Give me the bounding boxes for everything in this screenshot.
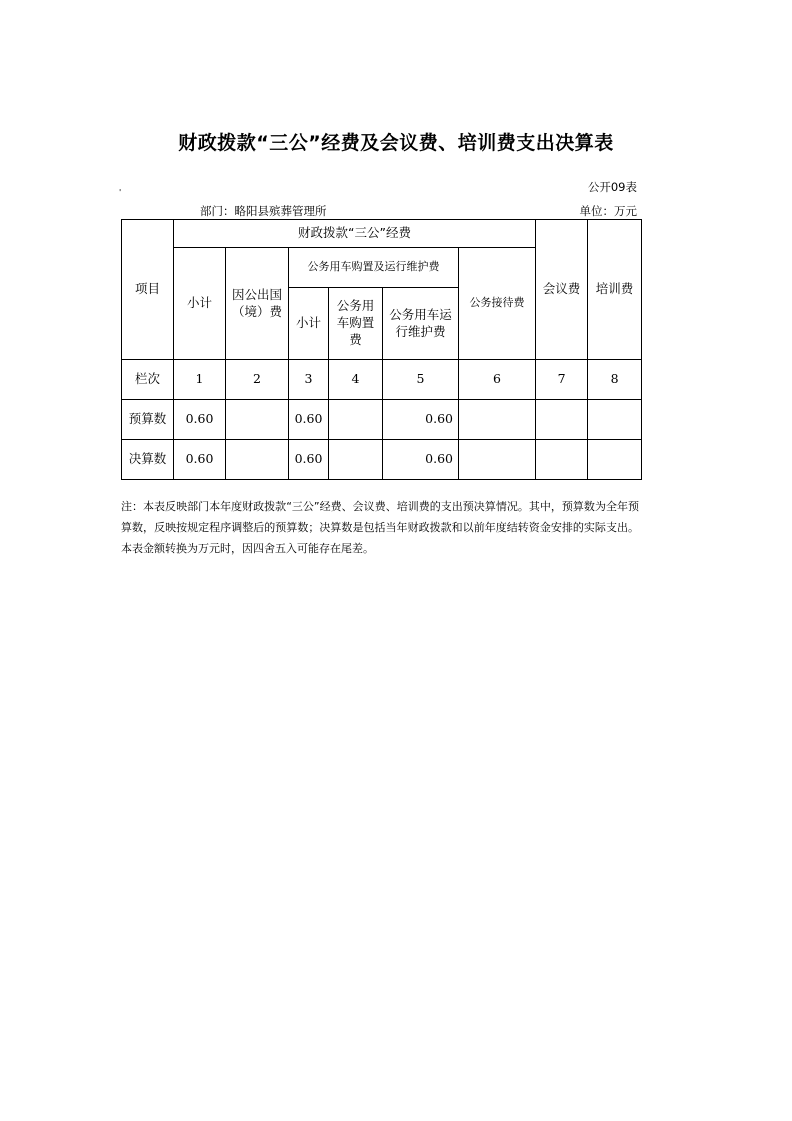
col-index: 3 <box>289 360 329 400</box>
row-label-index: 栏次 <box>122 360 174 400</box>
cell-value <box>226 400 289 440</box>
expenditure-table <box>121 219 642 480</box>
row-label-final: 决算数 <box>122 440 174 480</box>
col-index: 2 <box>226 360 289 400</box>
cell-value: 0.60 <box>174 440 226 480</box>
department-label: 部门：略阳县殡葬管理所 <box>200 204 327 218</box>
cell-value: 0.60 <box>289 400 329 440</box>
col-index: 7 <box>536 360 588 400</box>
form-code: 公开09表 <box>587 180 637 194</box>
header-reception: 公务接待费 <box>459 248 536 360</box>
cell-value <box>459 440 536 480</box>
table-row <box>122 400 642 440</box>
table-note: 注：本表反映部门本年度财政拨款“三公”经费、会议费、培训费的支出预决算情况。其中，预算数为全年预算数，反映按规定程序调整后的预算数；决算数是包括当年财政拨款和以前年度结转资金安排的实际支出。本表金额转换为万元时，因四舍五入可能存在尾差。 <box>121 500 639 555</box>
cell-value <box>536 400 588 440</box>
row-label-budget: 预算数 <box>122 400 174 440</box>
header-item: 项目 <box>122 220 174 360</box>
cell-value <box>329 400 383 440</box>
header-meeting: 会议费 <box>536 220 588 360</box>
header-three-public: 财政拨款“三公”经费 <box>174 220 536 248</box>
cell-value: 0.60 <box>289 440 329 480</box>
tick-mark: ' <box>119 188 122 197</box>
header-overseas: 因公出国（境）费 <box>226 248 289 360</box>
cell-value: 0.60 <box>383 400 459 440</box>
header-vehicle-purchase: 公务用车购置费 <box>329 288 383 360</box>
cell-value <box>588 440 642 480</box>
cell-value <box>329 440 383 480</box>
cell-value: 0.60 <box>174 400 226 440</box>
cell-value: 0.60 <box>383 440 459 480</box>
header-subtotal: 小计 <box>174 248 226 360</box>
col-index: 8 <box>588 360 642 400</box>
header-vehicle-operation: 公务用车运行维护费 <box>383 288 459 360</box>
cell-value <box>536 440 588 480</box>
cell-value <box>588 400 642 440</box>
cell-value <box>226 440 289 480</box>
header-training: 培训费 <box>588 220 642 360</box>
header-vehicle-subtotal: 小计 <box>289 288 329 360</box>
col-index: 1 <box>174 360 226 400</box>
header-vehicle-group: 公务用车购置及运行维护费 <box>289 248 459 288</box>
cell-value <box>459 400 536 440</box>
table-row <box>122 440 642 480</box>
col-index: 4 <box>329 360 383 400</box>
col-index: 6 <box>459 360 536 400</box>
col-index: 5 <box>383 360 459 400</box>
page-title: 财政拨款“三公”经费及会议费、培训费支出决算表 <box>178 132 614 154</box>
unit-label: 单位：万元 <box>579 204 637 218</box>
